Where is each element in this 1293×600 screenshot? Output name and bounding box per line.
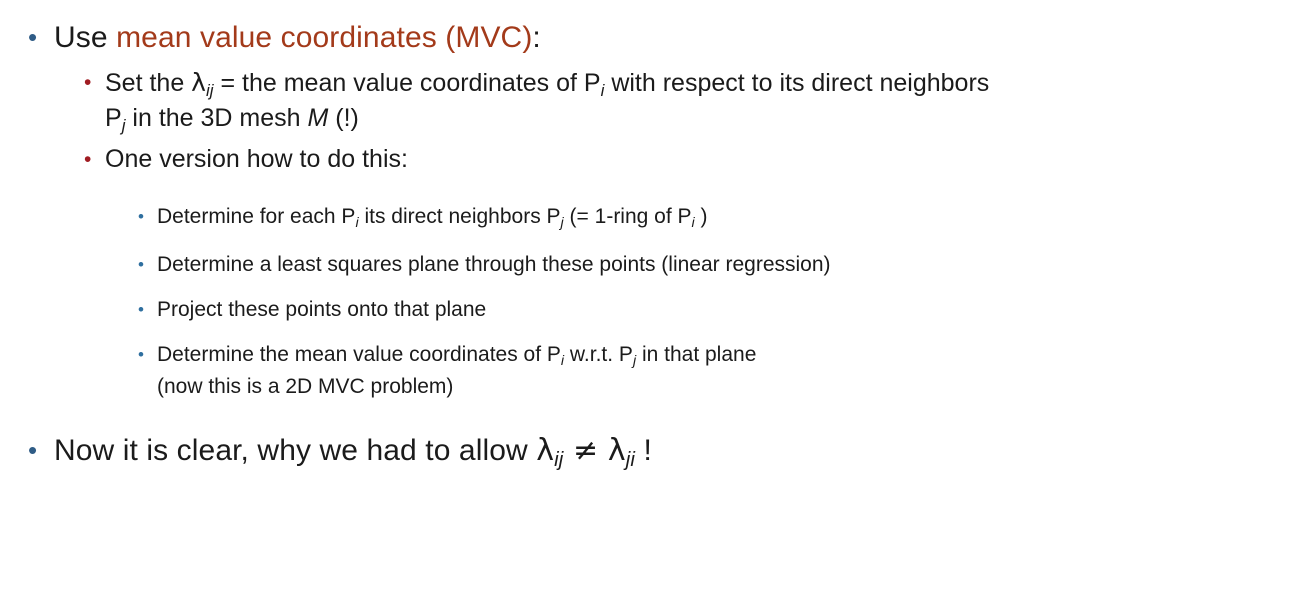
nc-part-b: !	[635, 434, 652, 467]
use-mvc-prefix: Use	[54, 21, 117, 54]
bullet-marker-icon: •	[138, 300, 144, 319]
bullet-use-mvc	[18, 18, 1263, 58]
bullet-one-version	[18, 143, 1263, 176]
use-mvc-accent: mean value coordinates (MVC)	[116, 21, 533, 54]
bullet-least-squares-plane	[18, 250, 1263, 279]
bullet-project-points	[18, 295, 1263, 324]
nc-part-a: Now it is clear, why we had to allow	[54, 434, 537, 467]
dn-part-c: (= 1-ring of P	[563, 205, 692, 228]
set-lambda-p: P	[105, 104, 122, 132]
bullet-marker-icon: •	[138, 255, 144, 274]
p-subscript-i: i	[355, 214, 359, 231]
lambda-symbol: λ	[191, 68, 206, 97]
not-equal-icon: ≠	[563, 433, 608, 468]
p-subscript-j: j	[560, 214, 564, 231]
p-subscript-j: j	[632, 352, 637, 369]
p-subscript-i: i	[560, 352, 565, 369]
bullet-use-mvc-text	[54, 18, 541, 58]
bullet-marker-icon: •	[28, 435, 38, 465]
set-lambda-line2	[105, 102, 989, 137]
lambda-symbol-2: λ	[607, 433, 626, 468]
lambda-subscript-ij: ij	[205, 80, 214, 100]
lambda-subscript-ij: ij	[554, 448, 564, 471]
p-subscript-j: j	[121, 115, 126, 135]
bullet-marker-icon: •	[138, 345, 144, 364]
bullet-marker-icon: •	[138, 207, 144, 226]
bullet-marker-icon: •	[28, 22, 38, 52]
lambda-subscript-ji: ji	[625, 448, 636, 471]
set-lambda-part-b: = the mean value coordinates of P	[213, 69, 601, 97]
use-mvc-suffix: :	[532, 21, 541, 54]
bullet-project-points-text: Project these points onto that plane	[157, 298, 487, 321]
p-subscript-i-2: i	[691, 214, 695, 231]
bullet-now-clear-text	[54, 431, 652, 474]
dmvc-part-c: in that plane	[636, 343, 757, 366]
dmvc-part-b: w.r.t. P	[564, 343, 633, 366]
bullet-determine-mvc-text	[157, 340, 756, 401]
dmvc-part-a: Determine the mean value coordinates of P	[157, 343, 561, 366]
lambda-symbol-1: λ	[536, 433, 555, 468]
set-lambda-part-a: Set the	[105, 69, 192, 97]
bullet-determine-neighbors	[18, 202, 1263, 234]
bullet-least-squares-plane-text: Determine a least squares plane through these points (linear regression)	[157, 253, 831, 276]
set-lambda-mesh-prefix: in the 3D mesh	[125, 104, 308, 132]
bullet-set-lambda-text	[105, 66, 989, 137]
p-subscript-i: i	[600, 80, 605, 100]
bullet-one-version-text: One version how to do this:	[105, 145, 408, 173]
dmvc-line2: (now this is a 2D MVC problem)	[157, 375, 454, 398]
bullet-marker-icon: •	[84, 71, 92, 94]
set-lambda-part-c: with respect to its direct neighbors	[604, 69, 990, 97]
bullet-now-clear	[18, 431, 1263, 474]
dn-part-b: its direct neighbors P	[358, 205, 561, 228]
bullet-set-lambda	[18, 66, 1263, 137]
dn-part-d: )	[694, 205, 708, 228]
bullet-determine-mvc	[18, 340, 1263, 401]
bullet-marker-icon: •	[84, 148, 92, 171]
mesh-symbol-m: M	[307, 104, 329, 132]
dn-part-a: Determine for each P	[157, 205, 356, 228]
set-lambda-suffix: (!)	[328, 104, 359, 132]
bullet-determine-neighbors-text	[157, 202, 708, 234]
